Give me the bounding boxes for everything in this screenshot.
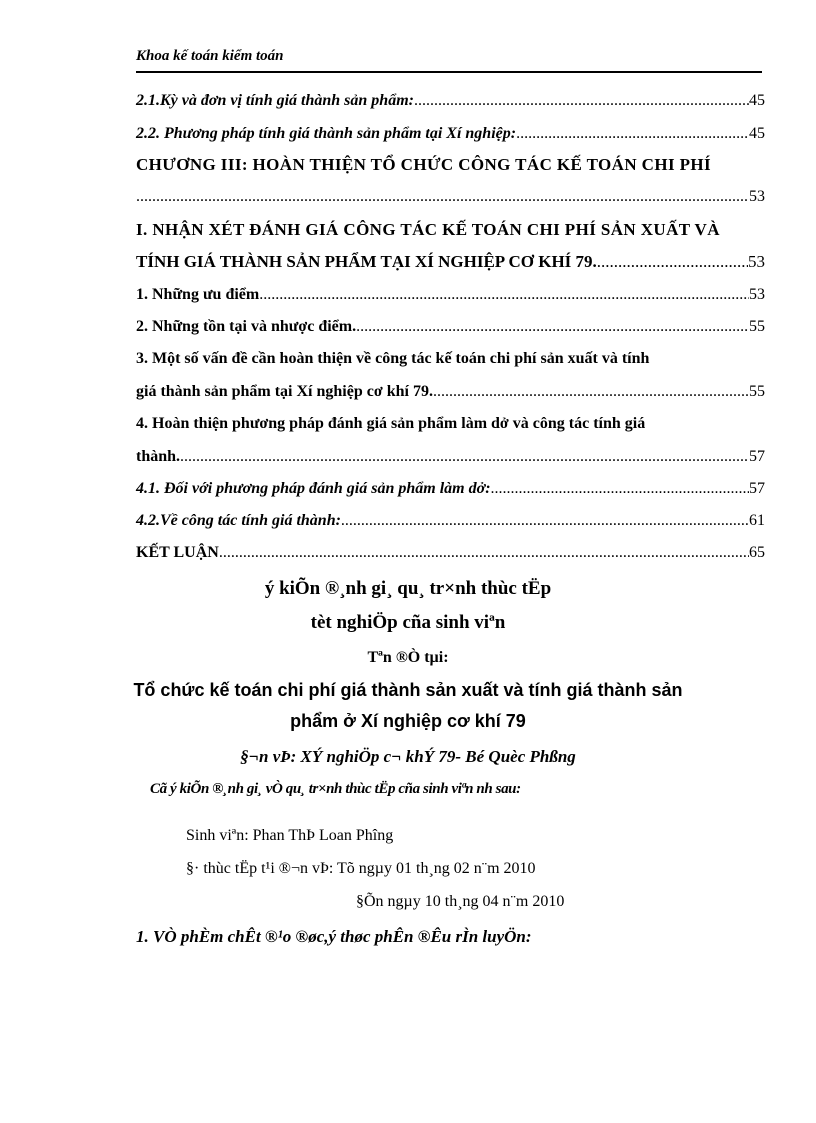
toc-leader: [341, 512, 749, 530]
intro-line: Cã ý kiÕn ®¸nh gi¸ vÒ qu¸ tr×nh thùc tËp cña sinh viªn nh sau:: [150, 781, 521, 797]
toc-entry: [136, 92, 765, 110]
toc-leader: [259, 286, 749, 304]
toc-page: 53: [748, 252, 765, 271]
toc-title: 4.2.Về công tác tính giá thành:: [136, 512, 341, 529]
toc-title: 2.1.Kỳ và đơn vị tính giá thành sản phẩm:: [136, 92, 414, 109]
toc-page: 53: [749, 286, 765, 303]
toc-chapter-leader: [136, 188, 765, 206]
toc-leader: [433, 383, 749, 401]
toc-entry: [136, 544, 765, 562]
toc-title: giá thành sản phẩm tại Xí nghiệp cơ khí 79.: [136, 383, 433, 400]
toc-page: 55: [749, 383, 765, 400]
toc-leader: [491, 480, 749, 498]
toc-leader: [516, 125, 749, 143]
toc-entry: [136, 448, 765, 466]
student-name: Sinh viªn: Phan ThÞ Loan Phîng: [186, 827, 394, 844]
toc-page: 53: [749, 188, 765, 205]
toc-title: 4.1. Đối với phương pháp đánh giá sản phẩm làm dở:: [136, 480, 491, 497]
toc-page: 57: [749, 448, 765, 465]
toc-title: 2. Những tồn tại và nhược điểm.: [136, 318, 357, 335]
toc-entry: [136, 125, 765, 143]
toc-page: 55: [749, 318, 765, 335]
topic-label: Tªn ®Ò tµi:: [367, 649, 449, 666]
toc-entry: [136, 480, 765, 498]
toc-page: 57: [749, 480, 765, 497]
topic-title-line2: phẩm ở Xí nghiệp cơ khí 79: [290, 711, 526, 731]
toc-entry: [136, 318, 765, 336]
toc-entry: [136, 512, 765, 530]
toc-page: 45: [749, 92, 765, 109]
toc-title: 1. Những ưu điểm: [136, 286, 260, 303]
toc-leader: [219, 544, 749, 562]
page-header: Khoa kế toán kiểm toán: [136, 48, 284, 64]
toc-entry: [136, 252, 765, 272]
toc-entry-line1: 4. Hoàn thiện phương pháp đánh giá sản phẩm làm dở và công tác tính giá: [136, 415, 646, 432]
toc-leader: [136, 188, 749, 206]
toc-leader: [597, 252, 748, 272]
toc-title: 2.2. Phương pháp tính giá thành sản phẩm tại Xí nghiệp:: [136, 125, 517, 142]
toc-entry-line1: 3. Một số vấn đề cần hoàn thiện về công tác kế toán chi phí sản xuất và tính: [136, 350, 650, 367]
toc-title: TÍNH GIÁ THÀNH SẢN PHẨM TẠI XÍ NGHIỆP CƠ KHÍ 79.: [136, 252, 597, 271]
toc-page: 45: [749, 125, 765, 142]
toc-title: thành.: [136, 448, 181, 465]
internship-period-to: §Õn ngµy 10 th¸ng 04 n¨m 2010: [356, 893, 565, 910]
toc-entry: [136, 286, 765, 304]
toc-leader: [356, 318, 749, 336]
topic-title-line1: Tổ chức kế toán chi phí giá thành sản xuất và tính giá thành sản: [133, 680, 683, 700]
internship-period-from: §· thùc tËp t¹i ®¬n vÞ: Tõ ngµy 01 th¸ng 02 n¨m 2010: [186, 860, 536, 877]
header-rule: [136, 71, 762, 73]
toc-page: 61: [749, 512, 765, 529]
toc-chapter-title: CHƯƠNG III: HOÀN THIỆN TỔ CHỨC CÔNG TÁC KẾ TOÁN CHI PHÍ: [136, 155, 712, 174]
toc-title: KẾT LUẬN: [136, 544, 219, 561]
evaluation-heading: ý kiÕn ®¸nh gi¸ qu¸ tr×nh thùc tËp: [264, 578, 552, 599]
unit-line: §¬n vÞ: XÝ nghiÖp c¬ khÝ 79- Bé Quèc Phßng: [240, 747, 576, 766]
section-1-heading: 1. VÒ phÈm chÊt ®¹o ®øc,ý thøc phÊn ®Êu rÌn luyÖn:: [136, 927, 532, 946]
toc-leader: [414, 92, 749, 110]
toc-section-title: I. NHẬN XÉT ĐÁNH GIÁ CÔNG TÁC KẾ TOÁN CHI PHÍ SẢN XUẤT VÀ: [136, 220, 720, 239]
toc-entry: [136, 383, 765, 401]
evaluation-heading-2: tèt nghiÖp cña sinh viªn: [310, 612, 506, 633]
toc-page: 65: [749, 544, 765, 561]
toc-leader: [180, 448, 749, 466]
